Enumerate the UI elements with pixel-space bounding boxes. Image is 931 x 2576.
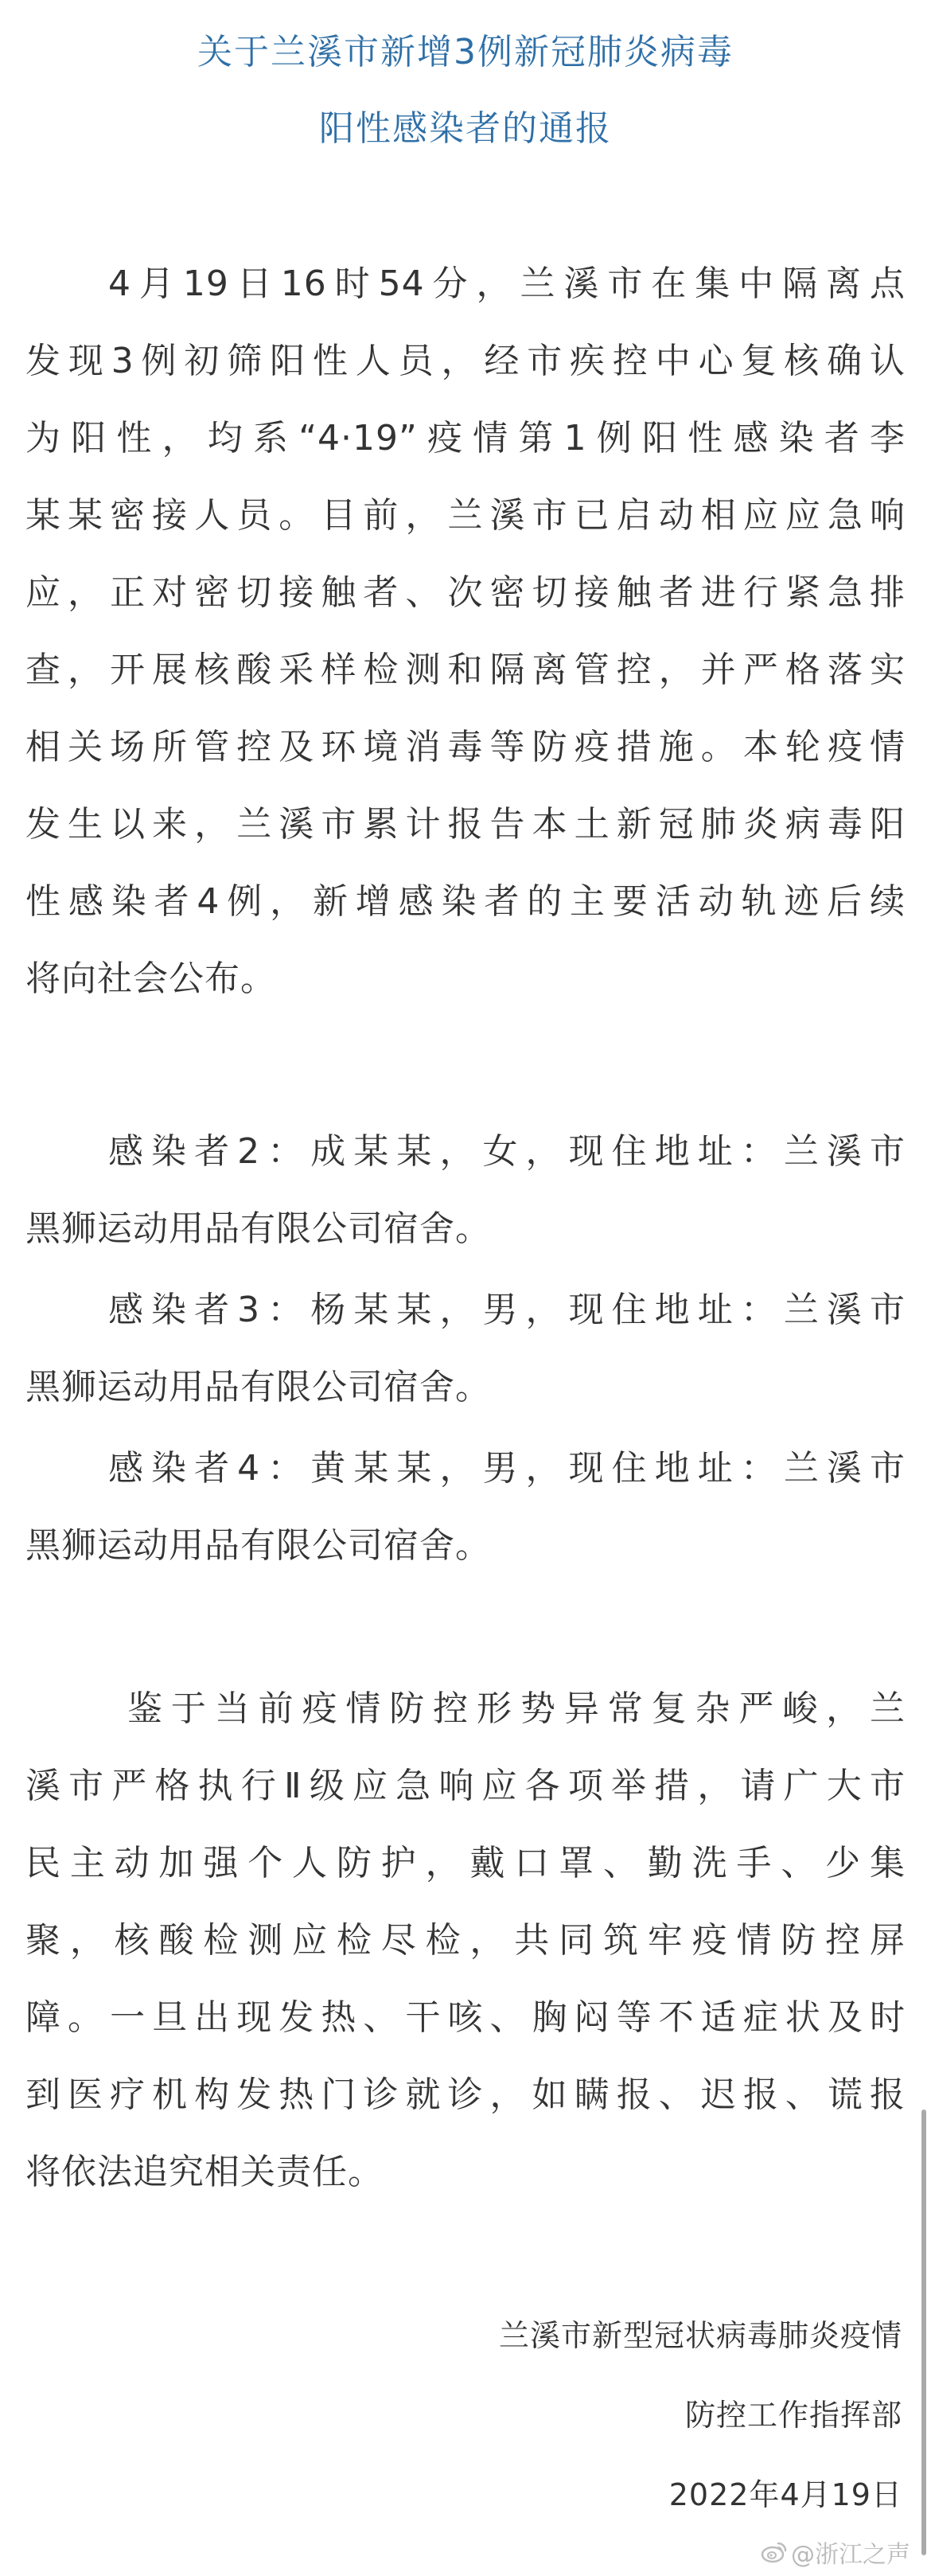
case-4-line-1: 感染者4：黄某某，男，现住地址：兰溪市: [108, 1448, 906, 1489]
case-2-line-2: 黑狮运动用品有限公司宿舍。: [25, 1208, 491, 1249]
paragraph-line: 为阳性，均系“4·19”疫情第1例阳性感染者李: [25, 418, 906, 459]
paragraph-line: 将向社会公布。: [25, 958, 276, 999]
scrollbar-thumb[interactable]: [921, 2110, 926, 2555]
case-3-line-2: 黑狮运动用品有限公司宿舍。: [25, 1367, 491, 1407]
paragraph-line: 应，正对密切接触者、次密切接触者进行紧急排: [25, 572, 906, 613]
signature-org-line-2: 防控工作指挥部: [684, 2398, 902, 2433]
watermark-text: @浙江之声: [791, 2541, 910, 2569]
signature-org-line-1: 兰溪市新型冠状病毒肺炎疫情: [498, 2318, 902, 2353]
paragraph-line: 某某密接人员。目前，兰溪市已启动相应应急响: [25, 495, 906, 536]
paragraph-line: 相关场所管控及环境消毒等防疫措施。本轮疫情: [25, 727, 906, 767]
paragraph-line: 到医疗机构发热门诊就诊，如瞒报、迟报、谎报: [25, 2074, 906, 2115]
paragraph-line: 溪市严格执行Ⅱ级应急响应各项举措，请广大市: [25, 1766, 906, 1806]
case-3-line-1: 感染者3：杨某某，男，现住地址：兰溪市: [108, 1290, 906, 1330]
weibo-logo-icon: [761, 2540, 788, 2564]
watermark: [761, 2535, 910, 2570]
paragraph-line: 发现3例初筛阳性人员，经市疾控中心复核确认: [25, 341, 906, 381]
paragraph-line: 发生以来，兰溪市累计报告本土新冠肺炎病毒阳: [25, 804, 906, 845]
title-line-2: 阳性感染者的通报: [319, 108, 612, 149]
paragraph-line: 将依法追究相关责任。: [25, 2152, 384, 2192]
case-4-line-2: 黑狮运动用品有限公司宿舍。: [25, 1525, 491, 1566]
paragraph-line: 障。一旦出现发热、干咳、胸闷等不适症状及时: [25, 1997, 906, 2038]
paragraph-line: 民主动加强个人防护，戴口罩、勤洗手、少集: [25, 1843, 906, 1883]
paragraph-line: 4月19日16时54分，兰溪市在集中隔离点: [108, 263, 906, 304]
case-2-line-1: 感染者2：成某某，女，现住地址：兰溪市: [108, 1131, 906, 1172]
paragraph-line: 鉴于当前疫情防控形势异常复杂严峻，兰: [127, 1688, 906, 1729]
paragraph-line: 聚，核酸检测应检尽检，共同筑牢疫情防控屏: [25, 1920, 906, 1961]
signature-date: 2022年4月19日: [668, 2477, 902, 2512]
paragraph-line: 性感染者4例，新增感染者的主要活动轨迹后续: [25, 881, 906, 922]
title-line-1: 关于兰溪市新增3例新冠肺炎病毒: [197, 32, 734, 72]
paragraph-line: 查，开展核酸采样检测和隔离管控，并严格落实: [25, 650, 906, 690]
